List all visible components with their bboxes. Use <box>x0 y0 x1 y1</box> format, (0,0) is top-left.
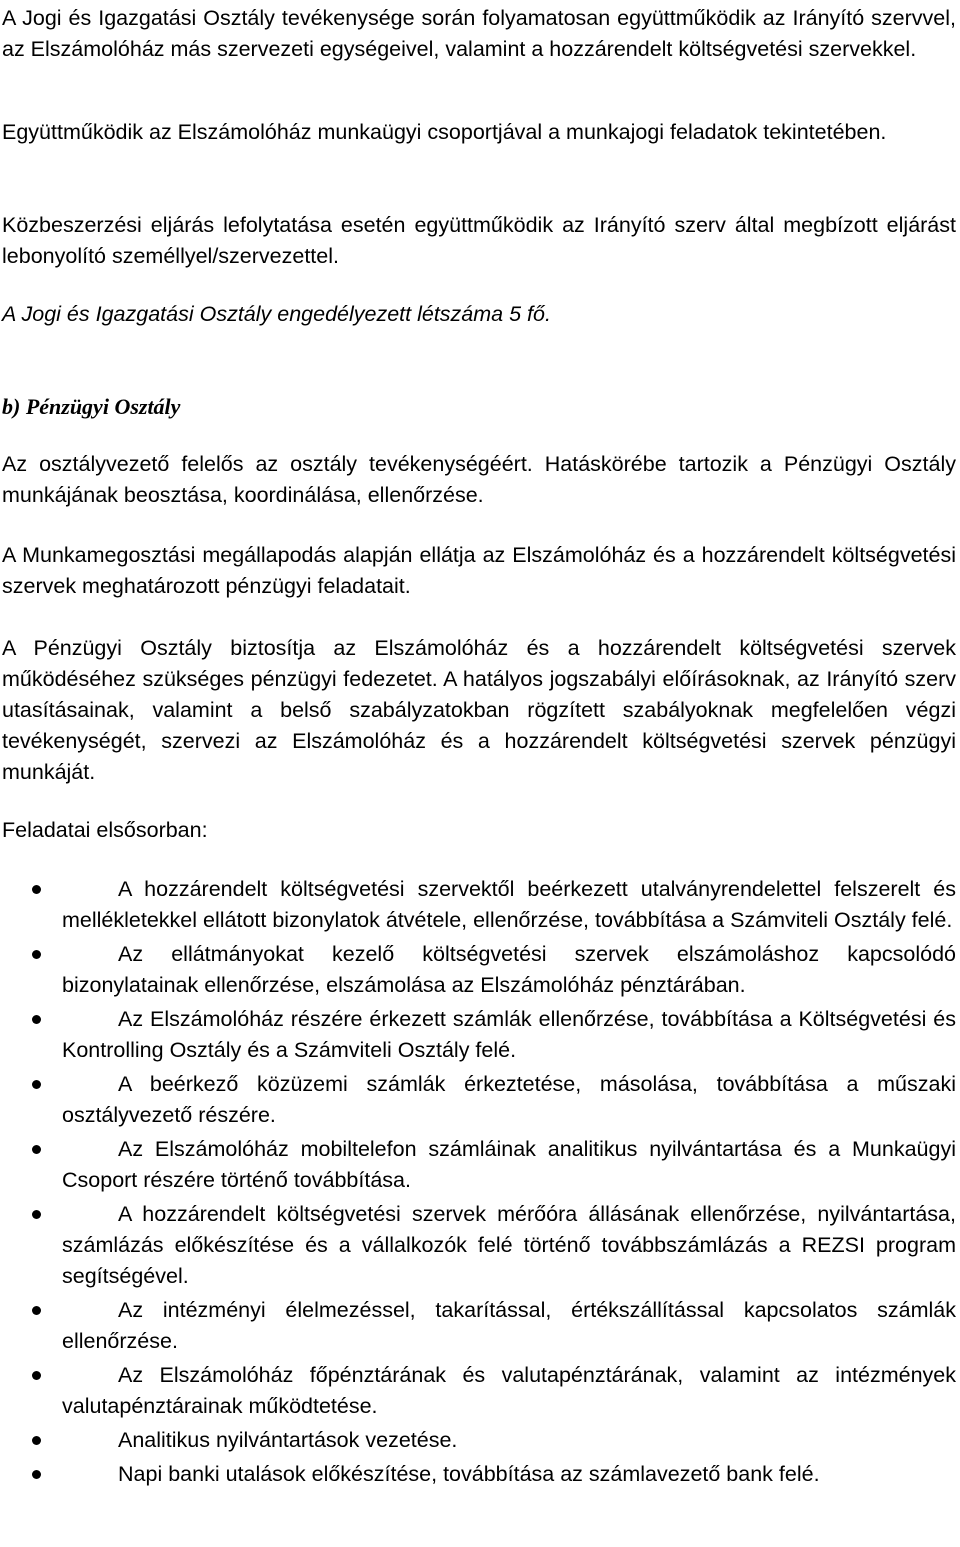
bullet-icon <box>32 1210 41 1219</box>
paragraph-tasks-intro: Feladatai elsősorban: <box>2 818 208 842</box>
list-item-text: Az ellátmányokat kezelő költségvetési szervek elszámoláshoz kapcsolódó bizonylatainak ellenőrzése, elszámolása az Elszámolóház pénztárában. <box>62 942 956 997</box>
list-item-text: A beérkező közüzemi számlák érkeztetése, másolása, továbbítása a műszaki osztályvezető részére. <box>62 1072 956 1127</box>
list-item <box>0 1004 956 1066</box>
list-item-text: Az Elszámolóház mobiltelefon számláinak analitikus nyilvántartása és a Munkaügyi Csoport részére történő továbbítása. <box>62 1137 956 1192</box>
list-item <box>0 1360 956 1422</box>
paragraph-department-head: Az osztályvezető felelős az osztály tevékenységéért. Hatáskörébe tartozik a Pénzügyi Osztály munkájának beosztása, koordinálása, ellenőrzése. <box>2 452 956 507</box>
bullet-icon <box>32 1436 41 1445</box>
list-item <box>0 1069 956 1131</box>
list-item-text: Napi banki utalások előkészítése, továbbítása az számlavezető bank felé. <box>118 1462 820 1486</box>
bullet-icon <box>32 1145 41 1154</box>
list-item-text: Analitikus nyilvántartások vezetése. <box>118 1428 458 1452</box>
list-item-text: A hozzárendelt költségvetési szervektől beérkezett utalványrendelettel felszerelt és mellékletekkel ellátott bizonylatok átvétele, ellenőrzése, továbbítása a Számviteli Osztály felé. <box>62 877 956 932</box>
paragraph-cooperation: A Jogi és Igazgatási Osztály tevékenysége során folyamatosan együttműködik az Irányító szervvel, az Elszámolóház más szervezeti egységeivel, valamint a hozzárendelt költségvetési szervekkel. <box>2 6 956 61</box>
list-item <box>0 1295 956 1357</box>
task-list <box>0 874 956 1493</box>
bullet-icon <box>32 1306 41 1315</box>
paragraph-financial-coverage: A Pénzügyi Osztály biztosítja az Elszámolóház és a hozzárendelt költségvetési szervek működéséhez szükséges pénzügyi fedezetet. A hatályos jogszabályi előírásoknak, az Irányító szerv utasításainak, valamint a belső szabályzatokban rögzített szabályoknak megfelelően végzi tevékenységét, szervezi az Elszámolóház és a hozzárendelt költségvetési szervek pénzügyi munkáját. <box>2 636 956 784</box>
list-item <box>0 939 956 1001</box>
list-item <box>0 1199 956 1292</box>
section-heading: b) Pénzügyi Osztály <box>2 394 181 419</box>
list-item-text: A hozzárendelt költségvetési szervek mérőóra állásának ellenőrzése, nyilvántartása, számlázás előkészítése és a vállalkozók felé történő továbbszámlázás a REZSI program segítségével. <box>62 1202 956 1288</box>
list-item <box>0 1425 956 1456</box>
bullet-icon <box>32 885 41 894</box>
bullet-icon <box>32 950 41 959</box>
list-item <box>0 874 956 936</box>
paragraph-labor-cooperation: Együttműködik az Elszámolóház munkaügyi csoportjával a munkajogi feladatok tekintetében. <box>2 120 887 144</box>
list-item-text: Az Elszámolóház főpénztárának és valutapénztárának, valamint az intézmények valutapénztárainak működtetése. <box>62 1363 956 1418</box>
bullet-icon <box>32 1015 41 1024</box>
bullet-icon <box>32 1470 41 1479</box>
paragraph-agreement: A Munkamegosztási megállapodás alapján ellátja az Elszámolóház és a hozzárendelt költségvetési szervek meghatározott pénzügyi feladatait. <box>2 543 956 598</box>
list-item-text: Az Elszámolóház részére érkezett számlák ellenőrzése, továbbítása a Költségvetési és Kontrolling Osztály és a Számviteli Osztály felé. <box>62 1007 956 1062</box>
list-item <box>0 1134 956 1196</box>
bullet-icon <box>32 1371 41 1380</box>
bullet-icon <box>32 1080 41 1089</box>
paragraph-procurement: Közbeszerzési eljárás lefolytatása esetén együttműködik az Irányító szerv által megbízott eljárást lebonyolító személlyel/szervezettel. <box>2 213 956 268</box>
paragraph-headcount: A Jogi és Igazgatási Osztály engedélyezett létszáma 5 fő. <box>2 302 551 326</box>
list-item <box>0 1459 956 1490</box>
list-item-text: Az intézményi élelmezéssel, takarítással, értékszállítással kapcsolatos számlák ellenőrzése. <box>62 1298 956 1353</box>
